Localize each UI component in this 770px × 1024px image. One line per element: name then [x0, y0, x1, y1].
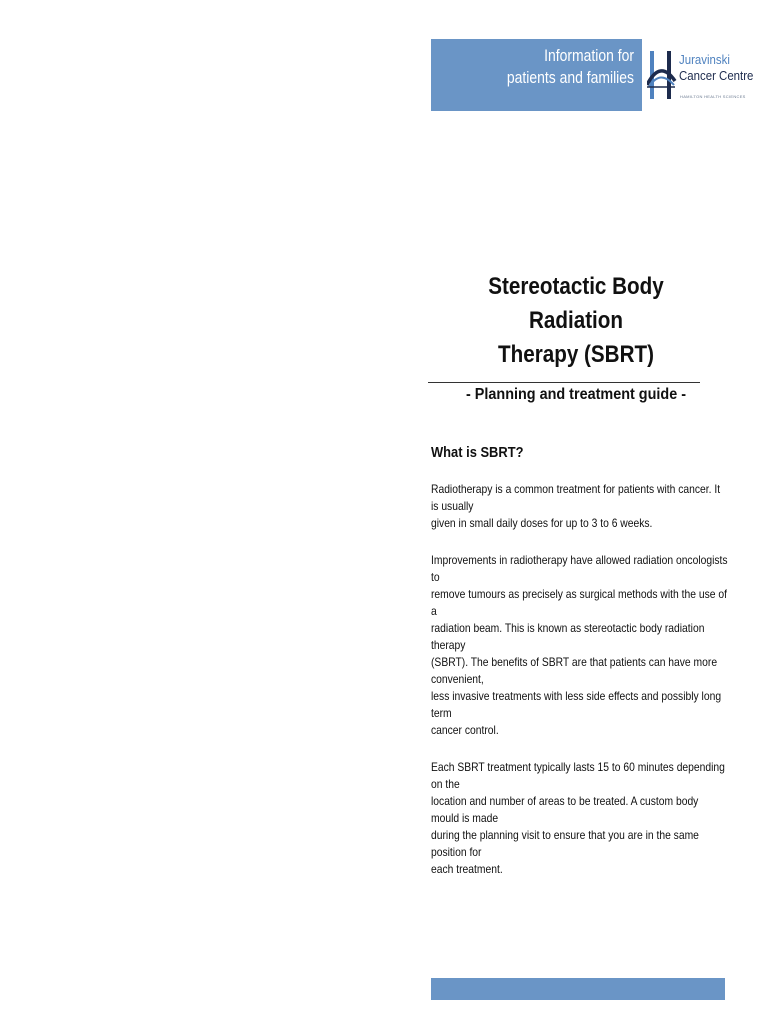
paragraph-3-line: location and number of areas to be treated. A custom body mould is made: [431, 794, 699, 825]
paragraph-2-line: (SBRT). The benefits of SBRT are that patients can have more convenient,: [431, 655, 718, 686]
document-title: [449, 270, 704, 372]
title-line-1: Stereotactic Body Radiation: [488, 273, 664, 334]
logo-name-line-2: Cancer Centre: [679, 68, 754, 83]
title-line-2: Therapy (SBRT): [498, 341, 654, 368]
paragraph-2-line: cancer control.: [431, 723, 499, 737]
footer-band: [431, 978, 725, 1000]
paragraph-3-line: during the planning visit to ensure that you are in the same position for: [431, 828, 699, 859]
document-subtitle: - Planning and treatment guide -: [465, 386, 686, 403]
logo-name-line-1: Juravinski: [679, 52, 730, 67]
bridge-logo-icon: [647, 47, 677, 103]
header-line-1: Information for: [544, 46, 634, 65]
header-banner: [431, 39, 642, 111]
paragraph-3: [431, 759, 728, 878]
paragraph-2-line: less invasive treatments with less side effects and possibly long term: [431, 689, 722, 720]
paragraph-3-line: Each SBRT treatment typically lasts 15 to 60 minutes depending on the: [431, 760, 725, 791]
document-title-block: [428, 270, 724, 406]
section-heading: What is SBRT?: [431, 444, 524, 461]
paragraph-1-line: given in small daily doses for up to 3 to 6 weeks.: [431, 516, 653, 530]
header-line-2: patients and families: [506, 68, 634, 87]
juravinski-logo: [647, 47, 754, 105]
paragraph-2-line: remove tumours as precisely as surgical methods with the use of a: [431, 587, 727, 618]
paragraph-1: [431, 481, 728, 532]
paragraph-2-line: radiation beam. This is known as stereotactic body radiation therapy: [431, 621, 705, 652]
logo-organization: HAMILTON HEALTH SCIENCES: [680, 94, 746, 99]
paragraph-1-line: Radiotherapy is a common treatment for patients with cancer. It is usually: [431, 482, 721, 513]
paragraph-2: [431, 552, 728, 739]
content-section: [431, 443, 761, 898]
paragraph-3-line: each treatment.: [431, 862, 503, 876]
title-divider: [428, 382, 700, 383]
paragraph-2-line: Improvements in radiotherapy have allowed radiation oncologists to: [431, 553, 728, 584]
